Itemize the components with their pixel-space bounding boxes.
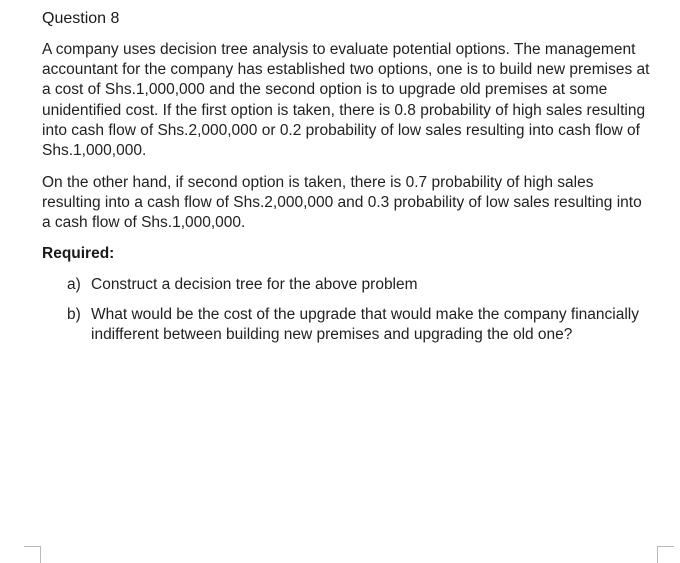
required-heading: Required: xyxy=(42,245,115,262)
requirement-marker: b) xyxy=(67,306,81,324)
requirement-text: Construct a decision tree for the above problem xyxy=(91,276,418,293)
question-title: Question 8 xyxy=(42,10,120,27)
crop-corner-bottom-right-icon xyxy=(657,546,674,563)
requirements-list xyxy=(67,275,647,346)
question-paragraph-1: A company uses decision tree analysis to evaluate potential options. The management accountant for the company has established two options, one is to build new premises at a cost of Shs.1,000,000 and the second option is to upgrade old premises at some unidentified cost. If the first option is taken, there is 0.8 probability of high sales resulting into cash flow of Shs.2,000,000 or 0.2 probability of low sales resulting into cash flow of Shs.1,000,000. xyxy=(42,41,650,160)
requirement-item-b xyxy=(67,305,647,345)
question-paragraph-2: On the other hand, if second option is taken, there is 0.7 probability of high sales resulting into a cash flow of Shs.2,000,000 and 0.3 probability of low sales resulting into a cash flow of Shs.1,000,000. xyxy=(42,174,642,232)
requirement-item-a xyxy=(67,275,647,295)
requirement-text: What would be the cost of the upgrade that would make the company financially indifferent between building new premises and upgrading the old one? xyxy=(91,306,639,344)
crop-corner-bottom-left-icon xyxy=(24,546,41,563)
requirement-marker: a) xyxy=(67,276,81,293)
